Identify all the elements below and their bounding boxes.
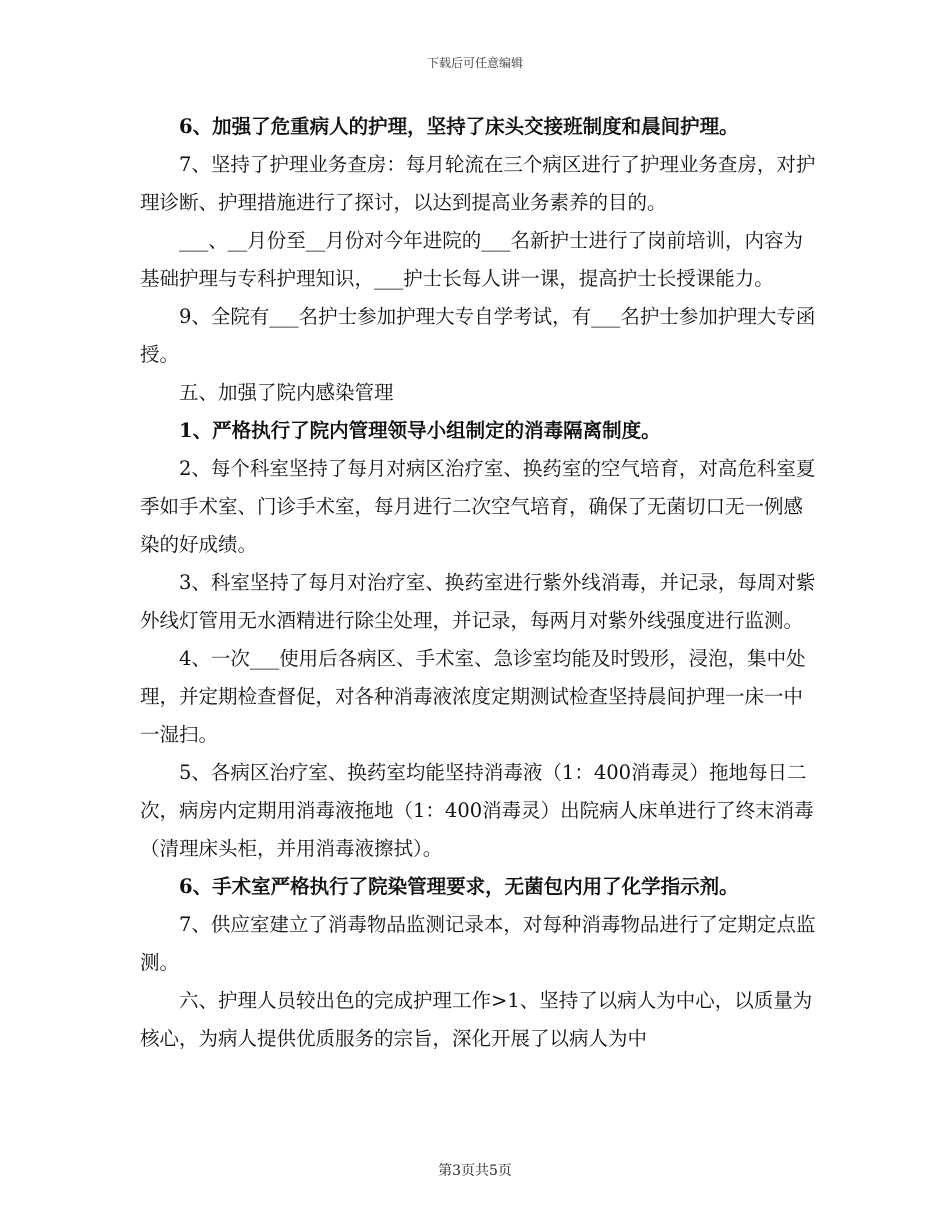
paragraph: 6、加强了危重病人的护理，坚持了床头交接班制度和晨间护理。 xyxy=(179,115,739,138)
paragraph: 1、严格执行了院内管理领导小组制定的消毒隔离制度。 xyxy=(179,419,661,442)
paragraph: ___、__月份至__月份对今年进院的___名新护士进行了岗前培训，内容为基础护理与专科护理知识，___护士长每人讲一课，提高护士长授课能力。 xyxy=(140,229,804,290)
paragraph: 7、坚持了护理业务查房：每月轮流在三个病区进行了护理业务查房，对护理诊断、护理措施进行了探讨，以达到提高业务素养的目的。 xyxy=(140,153,816,214)
page-header: 下载后可任意编辑 xyxy=(426,56,523,70)
page-footer: 第3页共5页 xyxy=(438,1163,512,1179)
section-heading: 五、加强了院内感染管理 xyxy=(179,381,394,404)
paragraph: 3、科室坚持了每月对治疗室、换药室进行紫外线消毒，并记录，每周对紫外线灯管用无水酒精进行除尘处理，并记录，每两月对紫外线强度进行监测。 xyxy=(140,571,816,632)
document-body xyxy=(140,108,816,1058)
paragraph: 7、供应室建立了消毒物品监测记录本，对每种消毒物品进行了定期定点监测。 xyxy=(140,913,816,974)
paragraph: 六、护理人员较出色的完成护理工作>1、坚持了以病人为中心，以质量为核心，为病人提供优质服务的宗旨，深化开展了以病人为中 xyxy=(140,989,813,1050)
paragraph: 5、各病区治疗室、换药室均能坚持消毒液（1：400消毒灵）拖地每日二次，病房内定期用消毒液拖地（1：400消毒灵）出院病人床单进行了终末消毒（清理床头柜，并用消毒液擦拭）。 xyxy=(140,761,814,860)
paragraph: 2、每个科室坚持了每月对病区治疗室、换药室的空气培育，对高危科室夏季如手术室、门诊手术室，每月进行二次空气培育，确保了无菌切口无一例感染的好成绩。 xyxy=(140,457,816,556)
paragraph: 6、手术室严格执行了院染管理要求，无菌包内用了化学指示剂。 xyxy=(179,875,739,898)
paragraph: 9、全院有___名护士参加护理大专自学考试，有___名护士参加护理大专函授。 xyxy=(140,305,816,366)
paragraph: 4、一次___使用后各病区、手术室、急诊室均能及时毁形，浸泡，集中处理，并定期检查督促，对各种消毒液浓度定期测试检查坚持晨间护理一床一中一湿扫。 xyxy=(140,647,806,746)
